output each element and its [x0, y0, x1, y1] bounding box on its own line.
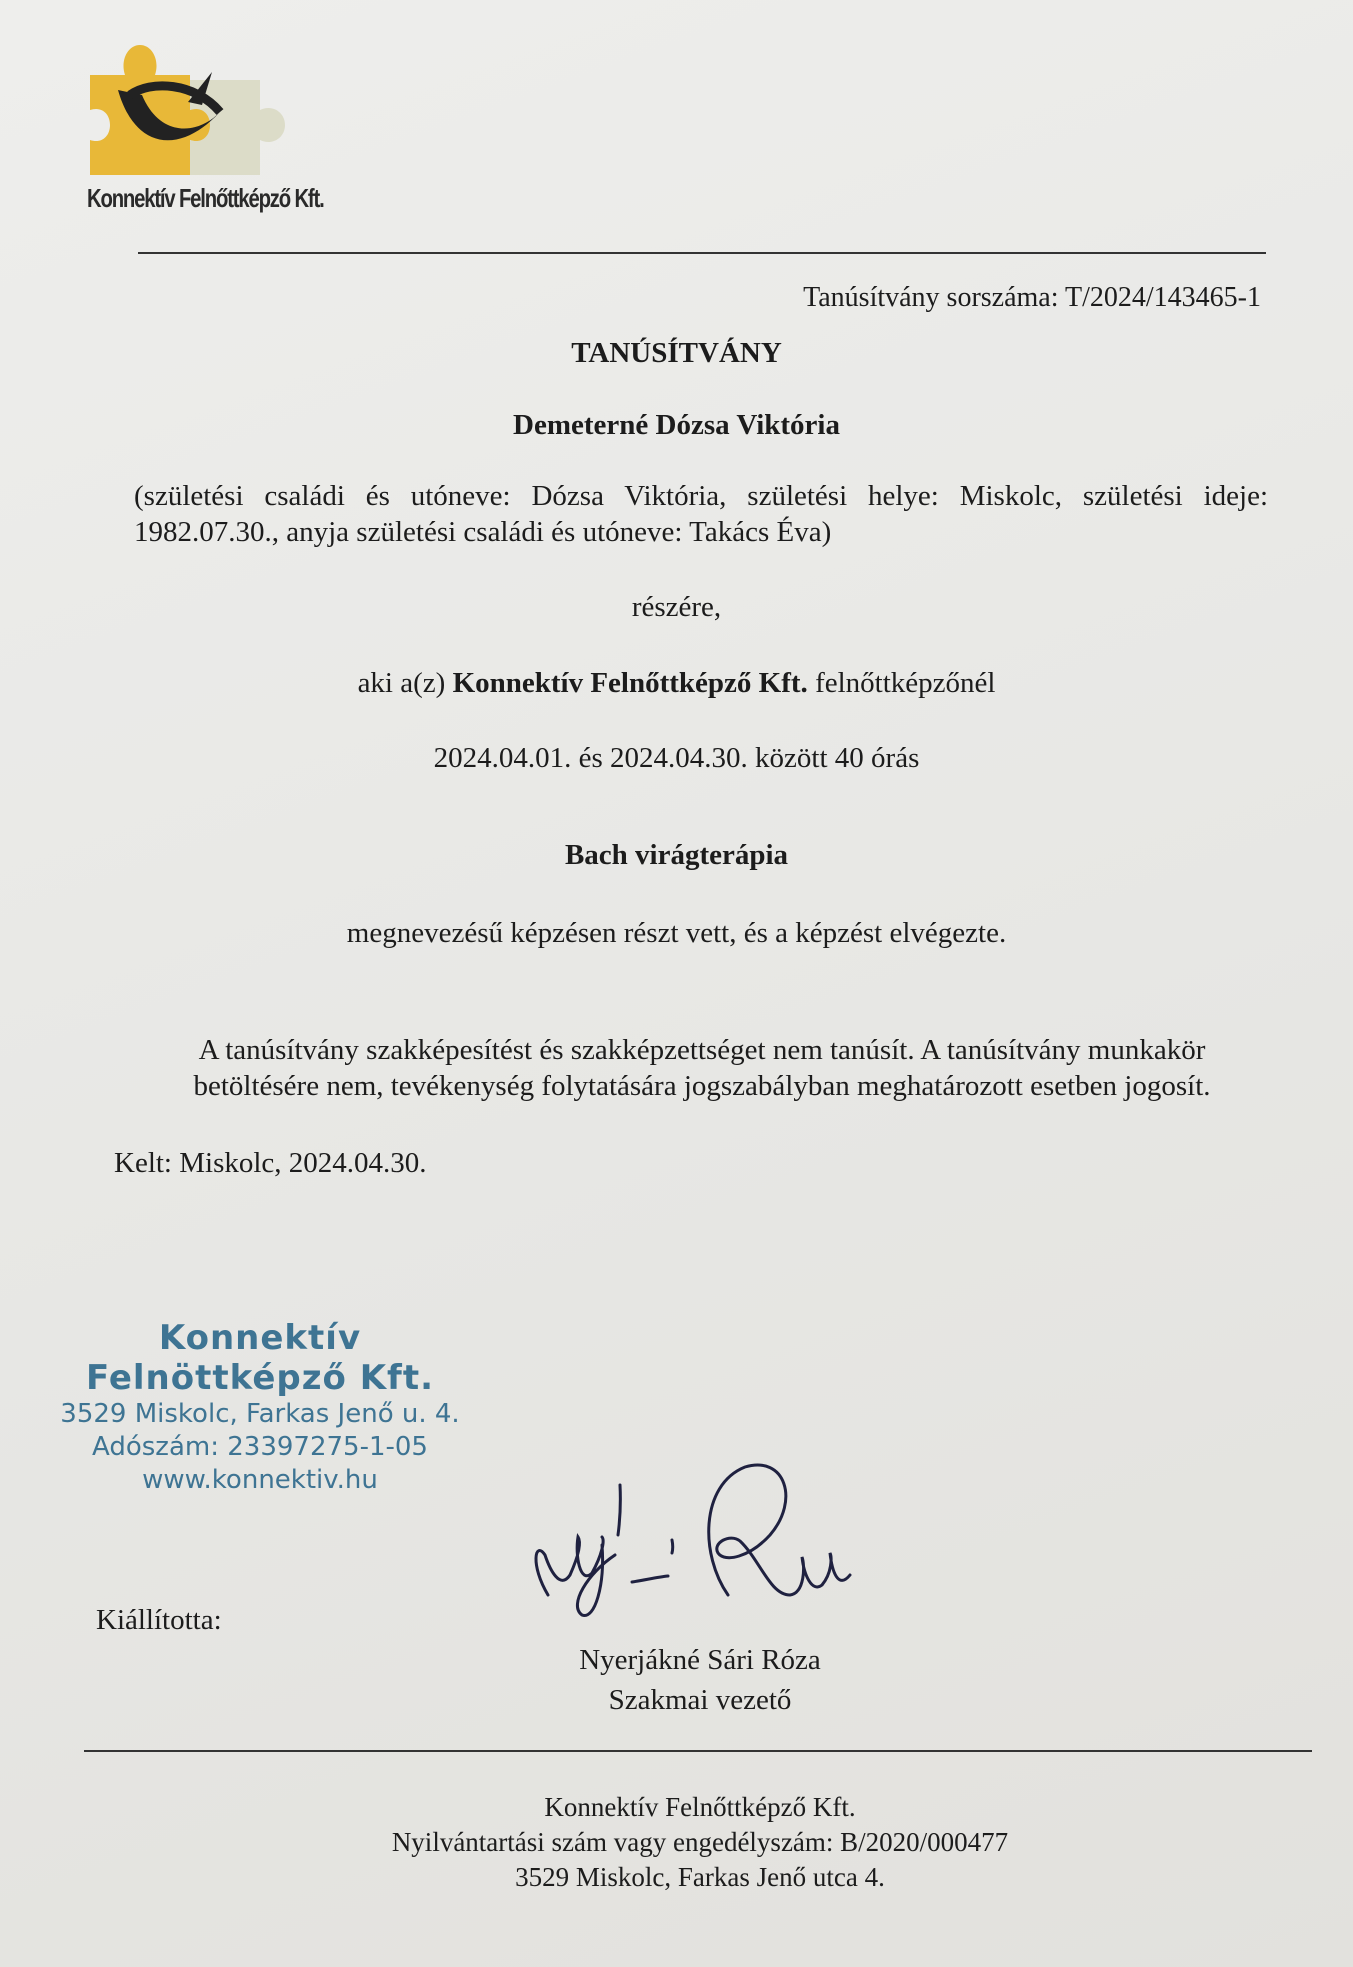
certificate-serial: Tanúsítvány sorszáma: T/2024/143465-1	[803, 282, 1261, 313]
stamp-website: www.konnektiv.hu	[142, 1465, 378, 1495]
footer-address: 3529 Miskolc, Farkas Jenő utca 4.	[515, 1862, 885, 1892]
signer-title: Szakmai vezető	[608, 1684, 792, 1716]
birth-details-line1: (születési családi és utóneve: Dózsa Viktória, születési helye: Miskolc, születési ideje:	[134, 480, 1268, 512]
puzzle-logo-icon	[80, 40, 340, 180]
provider-line	[0, 666, 1353, 700]
provider-prefix: aki a(z)	[357, 667, 446, 699]
certificate-title: TANÚSÍTVÁNY	[571, 337, 782, 369]
issue-place-date: Kelt: Miskolc, 2024.04.30.	[114, 1147, 427, 1179]
provider-suffix: felnőttképzőnél	[815, 667, 996, 699]
header-rule	[138, 252, 1266, 254]
issued-by-label: Kiállította:	[96, 1604, 222, 1636]
provider-name: Konnektív Felnőttképző Kft.	[452, 667, 808, 699]
for-label: részére,	[631, 591, 722, 623]
footer-company: Konnektív Felnőttképző Kft.	[544, 1792, 856, 1822]
signer-name: Nyerjákné Sári Róza	[579, 1644, 821, 1676]
handwritten-signature-icon	[520, 1445, 980, 1625]
training-period: 2024.04.01. és 2024.04.30. között 40 órás	[433, 742, 920, 774]
stamp-tax-number: Adószám: 23397275-1-05	[92, 1432, 428, 1462]
completion-statement: megnevezésű képzésen részt vett, és a képzést elvégezte.	[346, 917, 1007, 949]
disclaimer	[122, 1032, 1282, 1104]
footer	[0, 1790, 1353, 1895]
birth-details-line2: 1982.07.30., anyja születési családi és utóneve: Takács Éva)	[134, 516, 832, 548]
footer-registration: Nyilvántartási szám vagy engedélyszám: B/2020/000477	[391, 1827, 1009, 1857]
stamp-address: 3529 Miskolc, Farkas Jenő u. 4.	[60, 1399, 460, 1429]
stamp-line1: Konnektív	[158, 1318, 362, 1358]
footer-rule	[84, 1750, 1312, 1752]
recipient-name: Demeterné Dózsa Viktória	[513, 409, 840, 441]
company-logo	[80, 40, 340, 213]
stamp-line2: Felnöttképző Kft.	[85, 1358, 435, 1398]
birth-details	[134, 478, 1268, 550]
disclaimer-line1: A tanúsítvány szakképesítést és szakképzettséget nem tanúsít. A tanúsítvány munkakör	[198, 1034, 1206, 1066]
disclaimer-line2: betöltésére nem, tevékenység folytatására jogszabályban meghatározott esetben jogosít.	[193, 1070, 1211, 1102]
company-stamp	[20, 1318, 500, 1497]
course-name: Bach virágterápia	[564, 839, 789, 871]
logo-text: Konnektív Felnőttképző Kft.	[87, 183, 324, 213]
